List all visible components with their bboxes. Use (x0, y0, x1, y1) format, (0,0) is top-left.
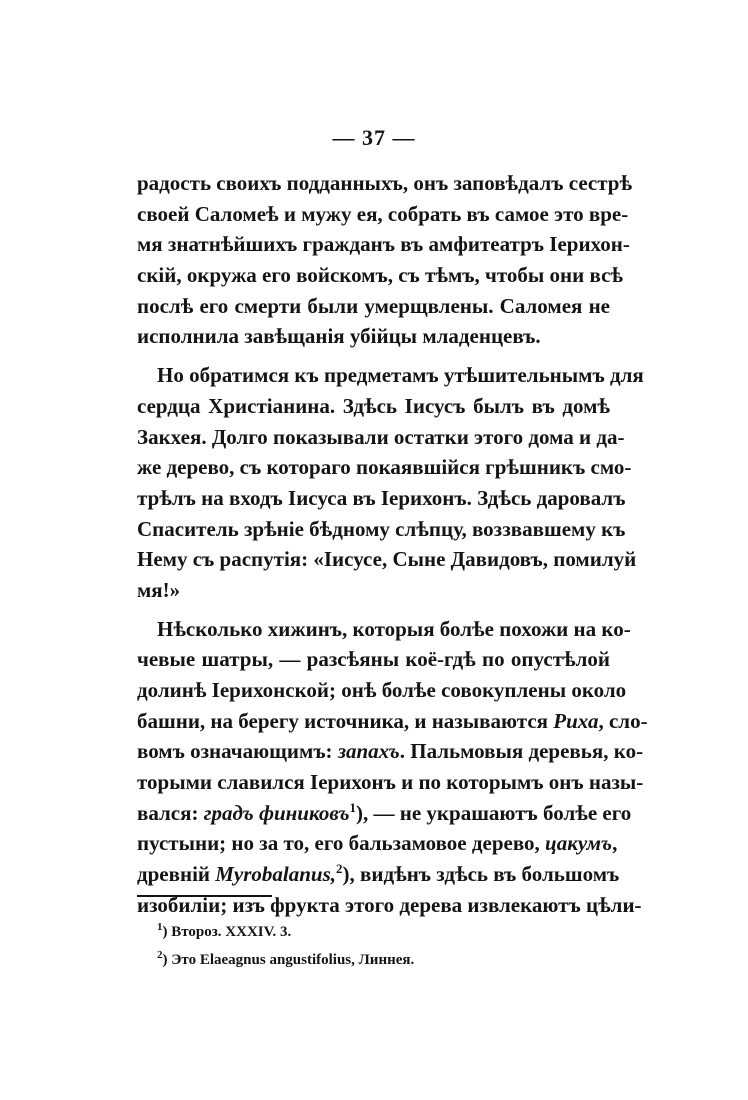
paragraph-3 (137, 614, 648, 921)
text-line: торыми славился Іерихонъ и по которымъ онъ назы- (137, 770, 644, 795)
footnote-marker: 1 (157, 921, 163, 933)
italic-term: градъ финиковъ (203, 800, 350, 825)
text-line: сердца Христіанина. Здѣсь Іисусъ былъ въ домѣ (137, 393, 610, 418)
footnote-text: ) Это Elaeagnus angustifolius, Линнея. (162, 952, 415, 968)
text-fragment: ), — не украшаютъ болѣе его (356, 800, 632, 825)
italic-term: Риха (553, 708, 599, 733)
text-line: изобиліи; изъ фрукта этого дерева извлекаютъ цѣли- (137, 892, 642, 917)
text-line: Нѣсколько хижинъ, которыя болѣе похожи на ко- (157, 616, 631, 641)
text-fragment: , сло- (598, 708, 648, 733)
footnote-divider (137, 895, 272, 897)
text-line: послѣ его смерти были умерщвлены. Саломея не (137, 293, 610, 318)
text-line: мя!» (137, 577, 181, 602)
paragraph-1 (137, 168, 633, 352)
text-fragment: ), видѣнъ здѣсь въ большомъ (342, 862, 620, 887)
italic-term: запахъ (337, 739, 400, 764)
text-line (137, 736, 644, 767)
footnotes (157, 918, 414, 974)
footnote-text: ) Второз. XXXIV. 3. (162, 924, 292, 940)
footnote-2 (157, 946, 414, 974)
page-number: — 37 — (332, 125, 416, 150)
italic-term: цакумъ (545, 831, 613, 856)
text-line: скій, окружа его войскомъ, съ тѣмъ, чтобы они всѣ (137, 263, 624, 288)
text-line: Закхея. Долго показывали остатки этого дома и да- (137, 424, 625, 449)
footnote-ref-1: 1 (349, 799, 357, 815)
text-line: Нему съ распутія: «Іисусе, Сыне Давидовъ, помилуй (137, 547, 637, 572)
paragraph-2 (137, 360, 644, 606)
text-line: Спаситель зрѣніе бѣдному слѣпцу, воззвавшему къ (137, 516, 626, 541)
text-fragment: башни, на берегу источника, и называются (137, 708, 548, 733)
text-line: долинѣ Іерихонской; онѣ болѣе совокуплены около (137, 678, 627, 702)
text-line (137, 859, 620, 890)
text-line: исполнила завѣщанія убійцы младенцевъ. (137, 324, 541, 349)
text-line (137, 706, 648, 737)
text-fragment: вался: (137, 800, 199, 825)
footnote-marker: 2 (157, 949, 163, 961)
footnote-1 (157, 918, 414, 946)
text-fragment: , (612, 831, 618, 856)
text-line: Но обратимся къ предметамъ утѣшительнымъ для (157, 363, 644, 388)
text-line: радость своихъ подданныхъ, онъ заповѣдалъ сестрѣ (137, 171, 633, 195)
body-text (137, 168, 648, 921)
text-line: чевые шатры, — разсѣяны коё-гдѣ по опустѣлой (137, 647, 610, 672)
text-line: своей Саломеѣ и мужу ея, собрать въ самое это вре- (137, 201, 629, 226)
text-fragment: пустыни; но за то, его бальзамовое дерево, (137, 831, 540, 856)
text-line (137, 798, 632, 829)
italic-term: Myrobalanus, (215, 862, 337, 887)
text-line: мя знатнѣйшихъ гражданъ въ амфитеатръ Іерихон- (137, 232, 630, 257)
text-fragment: древній (137, 862, 210, 887)
text-fragment: . Пальмовыя деревья, ко- (399, 739, 644, 764)
text-line: трѣлъ на входъ Іисуса въ Іерихонъ. Здѣсь даровалъ (137, 485, 626, 510)
text-fragment: вомъ означающимъ: (137, 739, 333, 764)
text-line: же дерево, съ котораго покаявшійся грѣшникъ смо- (137, 455, 632, 480)
footnote-ref-2: 2 (336, 861, 343, 877)
text-line (137, 828, 618, 859)
